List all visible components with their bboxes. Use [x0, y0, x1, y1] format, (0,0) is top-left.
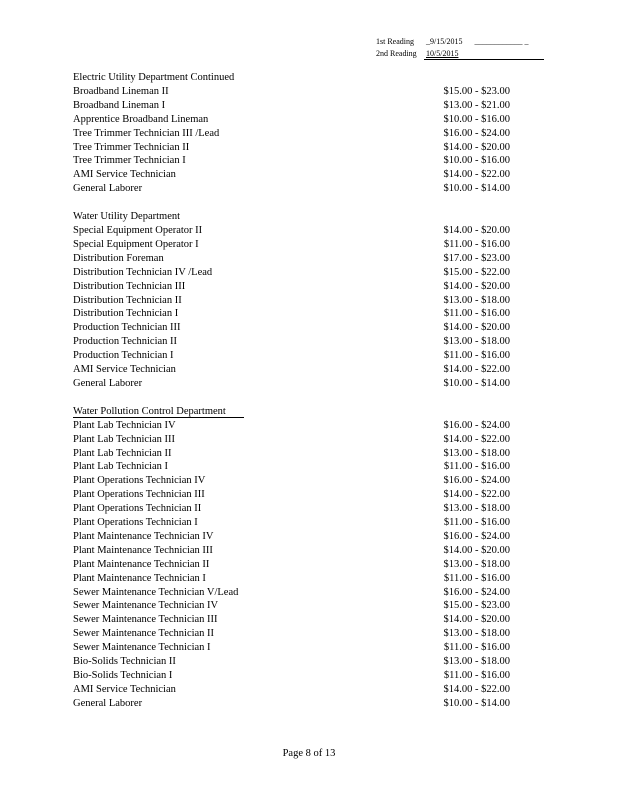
page-number: Page 8 of 13	[282, 748, 336, 759]
job-title: Sewer Maintenance Technician IV	[73, 600, 219, 612]
job-title: Plant Maintenance Technician II	[73, 558, 210, 570]
job-title: Plant Lab Technician II	[73, 447, 172, 459]
job-rate-row	[73, 572, 510, 586]
job-rate-row	[73, 599, 510, 613]
pay-range: $15.00 - $23.00	[443, 600, 510, 612]
pay-range: $11.00 - $16.00	[443, 572, 510, 584]
pay-range: $17.00 - $23.00	[443, 252, 510, 264]
pay-range: $13.00 - $18.00	[443, 558, 510, 570]
job-title: Sewer Maintenance Technician II	[73, 628, 215, 640]
job-rate-row	[73, 99, 510, 113]
department-heading-text: Water Utility Department	[73, 211, 181, 223]
pay-rate-list	[73, 71, 510, 725]
job-rate-row	[73, 474, 510, 488]
job-title: Broadband Lineman II	[73, 86, 169, 97]
first-reading-date: _9/15/2015	[426, 37, 463, 46]
job-title: Plant Lab Technician I	[73, 461, 168, 473]
job-rate-row	[73, 280, 510, 294]
job-rate-row	[73, 224, 510, 238]
pay-range: $13.00 - $18.00	[443, 655, 510, 667]
job-title: General Laborer	[73, 183, 143, 195]
job-rate-row	[73, 154, 510, 168]
pay-range: $14.00 - $20.00	[443, 322, 510, 334]
pay-range: $14.00 - $22.00	[443, 364, 510, 376]
job-title: Special Equipment Operator I	[73, 239, 199, 251]
job-title: Plant Lab Technician III	[73, 433, 175, 445]
job-rate-row	[73, 363, 510, 377]
job-rate-row	[73, 335, 510, 349]
job-title: Production Technician III	[73, 322, 181, 334]
pay-range: $13.00 - $18.00	[443, 336, 510, 348]
job-title: Plant Operations Technician I	[73, 517, 198, 529]
job-title: Special Equipment Operator II	[73, 225, 203, 237]
job-title: Plant Maintenance Technician III	[73, 544, 213, 556]
job-title: Plant Operations Technician IV	[73, 475, 206, 487]
job-rate-row	[73, 613, 510, 627]
job-title: Tree Trimmer Technician II	[73, 141, 190, 153]
second-reading-label: 2nd Reading	[376, 49, 417, 58]
pay-range: $13.00 - $18.00	[443, 628, 510, 640]
job-title: Tree Trimmer Technician III /Lead	[73, 127, 220, 139]
job-title: Tree Trimmer Technician I	[73, 155, 186, 167]
pay-range: $10.00 - $14.00	[443, 183, 510, 195]
pay-range: $11.00 - $16.00	[443, 461, 510, 473]
job-title: Plant Operations Technician III	[73, 489, 205, 501]
job-rate-row	[73, 349, 510, 363]
job-rate-row	[73, 447, 510, 461]
pay-range: $10.00 - $14.00	[443, 697, 510, 709]
job-rate-row	[73, 377, 510, 391]
job-title: Distribution Technician I	[73, 308, 179, 320]
second-reading-date: 10/5/2015	[426, 49, 459, 58]
pay-range: $11.00 - $16.00	[443, 239, 510, 251]
department-heading	[73, 405, 510, 419]
job-title: Production Technician II	[73, 336, 178, 348]
pay-range: $10.00 - $16.00	[443, 113, 510, 125]
job-title: AMI Service Technician	[73, 364, 176, 376]
job-rate-row	[73, 627, 510, 641]
job-rate-row	[73, 669, 510, 683]
job-title: AMI Service Technician	[73, 683, 176, 695]
pay-range: $16.00 - $24.00	[443, 586, 510, 598]
pay-range: $14.00 - $22.00	[443, 433, 510, 445]
pay-range: $11.00 - $16.00	[443, 517, 510, 529]
job-rate-row	[73, 530, 510, 544]
job-rate-row	[73, 641, 510, 655]
job-rate-row	[73, 266, 510, 280]
job-rate-row	[73, 85, 510, 99]
job-title: Plant Maintenance Technician I	[73, 572, 206, 584]
pay-range: $14.00 - $20.00	[443, 280, 510, 292]
pay-range: $14.00 - $20.00	[443, 614, 510, 626]
job-rate-row	[73, 697, 510, 711]
job-title: Distribution Technician II	[73, 294, 182, 306]
department-heading	[73, 210, 510, 224]
job-rate-row	[73, 294, 510, 308]
job-rate-row	[73, 113, 510, 127]
pay-range: $13.00 - $21.00	[443, 99, 510, 111]
job-title: Distribution Technician IV /Lead	[73, 266, 213, 278]
job-title: Sewer Maintenance Technician III	[73, 614, 218, 626]
job-title: Plant Operations Technician II	[73, 503, 202, 515]
job-title: Sewer Maintenance Technician V/Lead	[73, 586, 239, 598]
department-section	[73, 210, 510, 391]
pay-range: $16.00 - $24.00	[443, 530, 510, 542]
job-rate-row	[73, 433, 510, 447]
pay-range: $11.00 - $16.00	[443, 642, 510, 654]
job-rate-row	[73, 460, 510, 474]
first-reading-label: 1st Reading	[376, 37, 414, 46]
job-rate-row	[73, 655, 510, 669]
job-rate-row	[73, 558, 510, 572]
pay-range: $14.00 - $20.00	[443, 225, 510, 237]
department-heading-text: Water Pollution Control Department	[73, 406, 244, 418]
pay-range: $10.00 - $14.00	[443, 377, 510, 389]
pay-range: $16.00 - $24.00	[443, 127, 510, 139]
job-rate-row	[73, 127, 510, 141]
job-title: Distribution Foreman	[73, 252, 164, 264]
job-rate-row	[73, 516, 510, 530]
pay-range: $11.00 - $16.00	[443, 350, 510, 362]
pay-range: $15.00 - $22.00	[443, 266, 510, 278]
job-rate-row	[73, 502, 510, 516]
job-title: Distribution Technician III	[73, 280, 186, 292]
job-title: Apprentice Broadband Lineman	[73, 113, 209, 125]
pay-range: $14.00 - $22.00	[443, 683, 510, 695]
pay-range: $13.00 - $18.00	[443, 503, 510, 515]
department-section	[73, 71, 510, 196]
second-reading-row	[376, 48, 528, 60]
job-rate-row	[73, 307, 510, 321]
pay-range: $16.00 - $24.00	[443, 419, 510, 431]
department-section	[73, 405, 510, 711]
job-title: Broadband Lineman I	[73, 99, 166, 111]
job-rate-row	[73, 182, 510, 196]
pay-range: $13.00 - $18.00	[443, 294, 510, 306]
first-reading-row	[376, 36, 528, 48]
department-heading-text: Electric Utility Department Continued	[73, 72, 235, 83]
job-rate-row	[73, 683, 510, 697]
job-rate-row	[73, 544, 510, 558]
pay-range: $14.00 - $20.00	[443, 544, 510, 556]
department-heading	[73, 71, 510, 85]
job-rate-row	[73, 419, 510, 433]
job-rate-row	[73, 141, 510, 155]
job-title: Production Technician I	[73, 350, 174, 362]
job-title: Bio-Solids Technician II	[73, 655, 176, 667]
job-rate-row	[73, 252, 510, 266]
second-reading-underline	[424, 59, 544, 60]
job-title: AMI Service Technician	[73, 169, 176, 181]
job-rate-row	[73, 586, 510, 600]
job-title: General Laborer	[73, 697, 143, 709]
job-title: General Laborer	[73, 377, 143, 389]
reading-dates	[376, 36, 528, 60]
pay-range: $13.00 - $18.00	[443, 447, 510, 459]
job-rate-row	[73, 238, 510, 252]
pay-range: $15.00 - $23.00	[443, 86, 510, 97]
job-rate-row	[73, 321, 510, 335]
pay-range: $10.00 - $16.00	[443, 155, 510, 167]
job-title: Bio-Solids Technician I	[73, 669, 173, 681]
pay-range: $11.00 - $16.00	[443, 308, 510, 320]
pay-range: $11.00 - $16.00	[443, 669, 510, 681]
job-rate-row	[73, 168, 510, 182]
pay-range: $14.00 - $22.00	[443, 489, 510, 501]
job-title: Plant Lab Technician IV	[73, 419, 176, 431]
pay-range: $14.00 - $20.00	[443, 141, 510, 153]
job-title: Plant Maintenance Technician IV	[73, 530, 214, 542]
job-title: Sewer Maintenance Technician I	[73, 642, 211, 654]
pay-range: $14.00 - $22.00	[443, 169, 510, 181]
pay-range: $16.00 - $24.00	[443, 475, 510, 487]
job-rate-row	[73, 488, 510, 502]
first-reading-blank: ____________ _	[474, 37, 529, 46]
